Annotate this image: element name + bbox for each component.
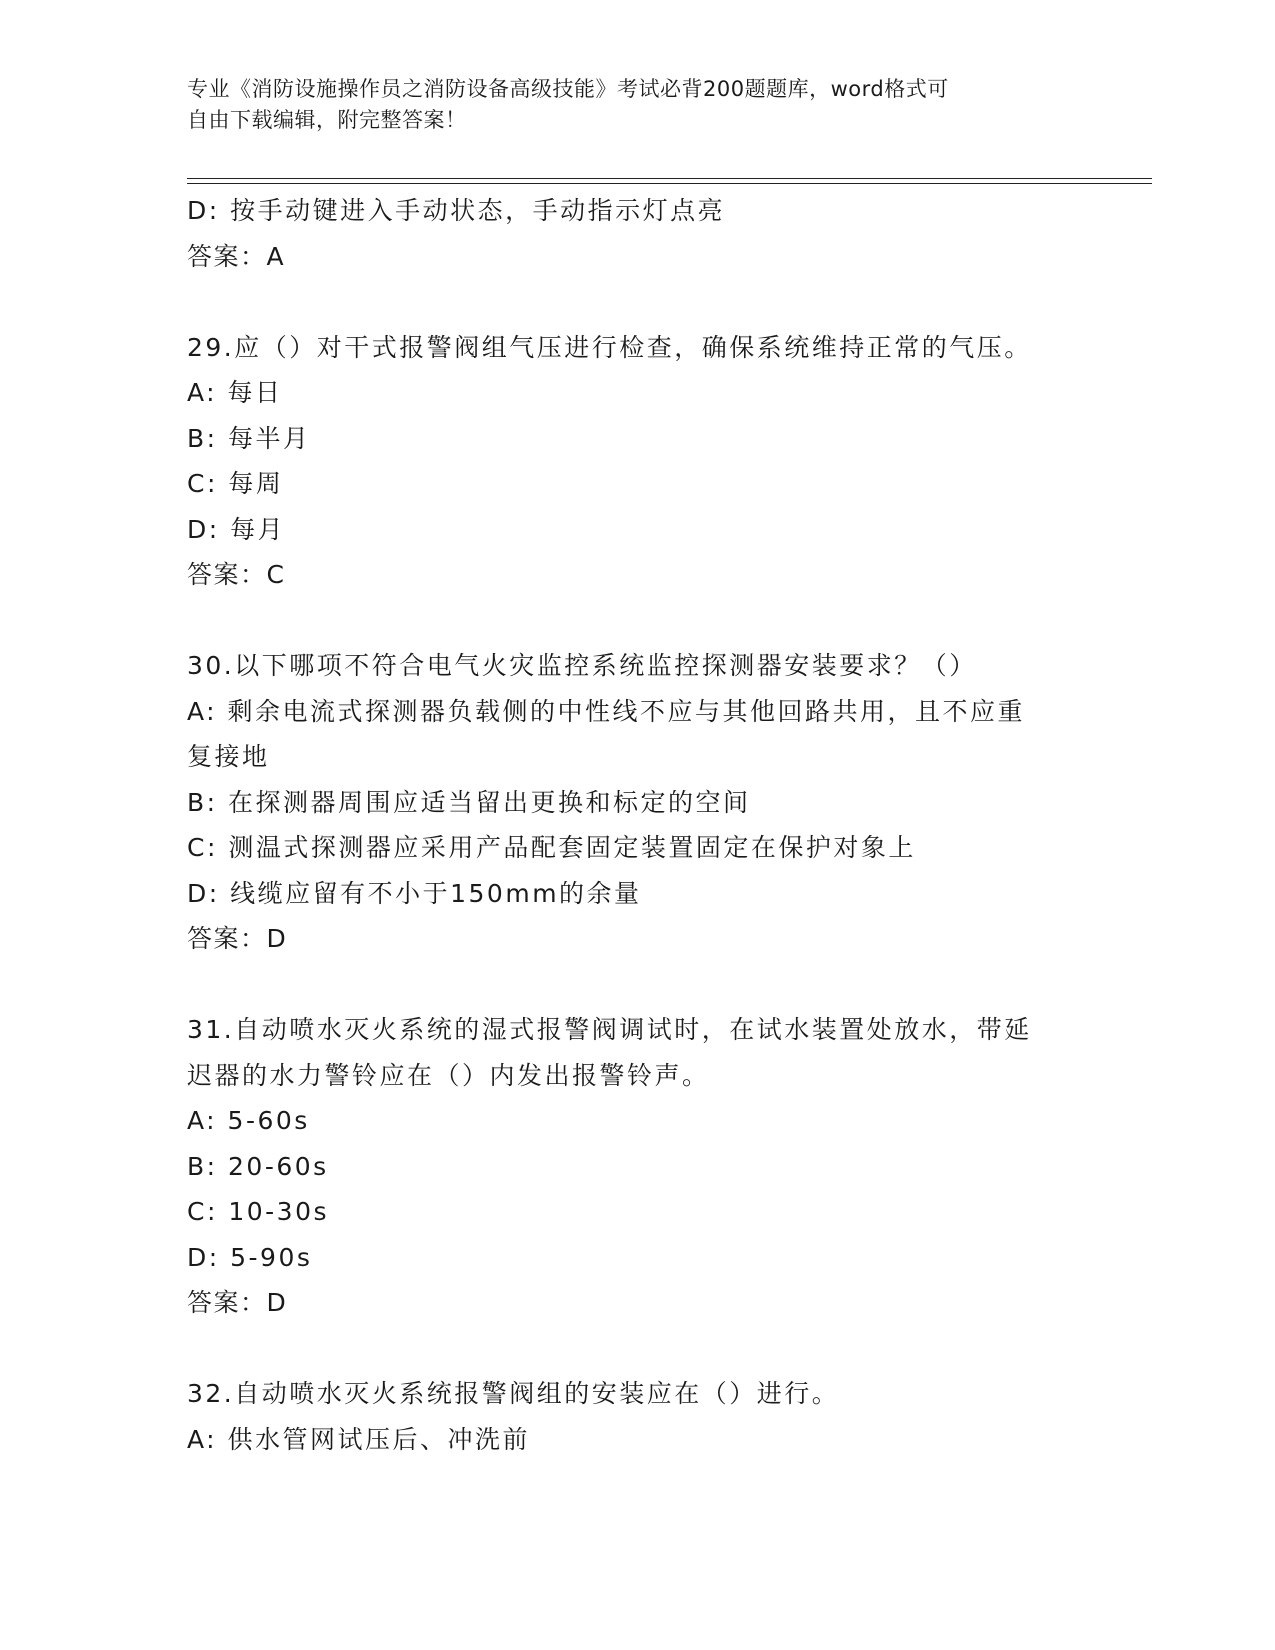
spacer	[187, 279, 1087, 325]
answer-line: 答案：A	[187, 241, 286, 271]
option-d: D: 按手动键进入手动状态，手动指示灯点亮	[187, 196, 726, 225]
option-d: D: 线缆应留有不小于150mm的余量	[187, 878, 642, 908]
question-31	[187, 1007, 1087, 1326]
option-a-line-1: A: 剩余电流式探测器负载侧的中性线不应与其他回路共用，且不应重	[187, 696, 1026, 726]
option-c: C: 10-30s	[187, 1197, 329, 1226]
option-d: D: 5-90s	[187, 1242, 313, 1272]
answer-line: 答案：D	[187, 1288, 288, 1317]
option-a-line-2: 复接地	[187, 742, 270, 771]
header-line-2: 自由下载编辑，附完整答案！	[187, 108, 467, 132]
answer-line: 答案：D	[187, 924, 288, 953]
question-32	[187, 1371, 1087, 1462]
question-29	[187, 325, 1087, 598]
spacer	[187, 1326, 1087, 1372]
question-stem: 29.应（）对干式报警阀组气压进行检查，确保系统维持正常的气压。	[187, 332, 1032, 362]
question-stem-line-1: 31.自动喷水灭火系统的湿式报警阀调试时，在试水装置处放水，带延	[187, 1015, 1032, 1044]
option-b: B: 每半月	[187, 423, 311, 453]
answer-line: 答案：C	[187, 560, 286, 589]
option-a: A: 5-60s	[187, 1106, 310, 1135]
question-stem-line-2: 迟器的水力警铃应在（）内发出报警铃声。	[187, 1060, 710, 1090]
question-stem: 32.自动喷水灭火系统报警阀组的安装应在（）进行。	[187, 1379, 840, 1408]
option-c: C: 测温式探测器应采用产品配套固定装置固定在保护对象上	[187, 833, 916, 862]
question-stem: 30.以下哪项不符合电气火灾监控系统监控探测器安装要求？（）	[187, 651, 977, 680]
question-30	[187, 643, 1087, 962]
option-a: A: 每日	[187, 378, 283, 407]
spacer	[187, 962, 1087, 1008]
option-a: A: 供水管网试压后、冲洗前	[187, 1424, 531, 1454]
option-c: C: 每周	[187, 469, 284, 498]
document-header	[187, 74, 1067, 136]
option-b: B: 20-60s	[187, 1151, 329, 1181]
option-d: D: 每月	[187, 514, 286, 544]
header-divider-bottom	[187, 183, 1152, 184]
spacer	[187, 598, 1087, 644]
option-b: B: 在探测器周围应适当留出更换和标定的空间	[187, 787, 751, 817]
question-list	[187, 188, 1087, 1462]
header-divider-top	[187, 178, 1152, 179]
header-line-1: 专业《消防设施操作员之消防设备高级技能》考试必背200题题库，word格式可	[187, 77, 949, 101]
